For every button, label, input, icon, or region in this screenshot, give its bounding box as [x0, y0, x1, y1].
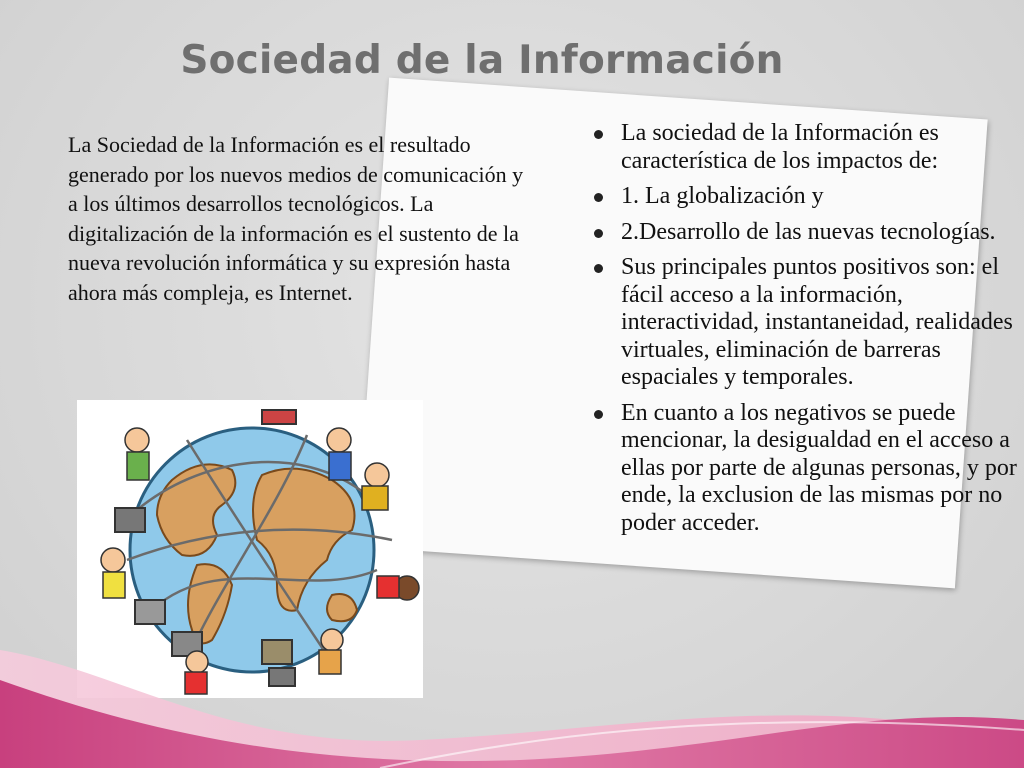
slide-title: Sociedad de la Información [180, 38, 784, 83]
bullet-text: 1. La globalización y [621, 183, 824, 209]
bullet-text: Sus principales puntos positivos son: el fácil acceso a la información, interactividad, instantaneidad, realidades virtuales, eliminación de barreras espaciales y temporales. [621, 254, 1013, 390]
bullet-dot-icon [594, 130, 603, 139]
bullet-dot-icon [594, 410, 603, 419]
bullet-item [590, 120, 1022, 175]
bullet-item [590, 183, 1022, 211]
bullet-item [590, 400, 1022, 538]
bullet-text: En cuanto a los negativos se puede mencionar, la desigualdad en el acceso a ellas por parte de algunas personas, y por ende, la exclusion de las mismas por no poder acceder. [621, 399, 1017, 536]
bullet-list [590, 120, 1022, 545]
bullet-dot-icon [594, 229, 603, 238]
bullet-text: La sociedad de la Información es característica de los impactos de: [621, 120, 939, 174]
bullet-text: 2.Desarrollo de las nuevas tecnologías. [621, 218, 996, 245]
bullet-dot-icon [594, 193, 603, 202]
decorative-waves [0, 610, 1024, 768]
intro-paragraph: La Sociedad de la Información es el resultado generado por los nuevos medios de comunicación y a los últimos desarrollos tecnológicos. La digitalización de la información es el sustento de la nueva revolución informática y su expresión hasta ahora más compleja, es Internet. [68, 132, 524, 305]
bullet-item [590, 219, 1022, 247]
bullet-item [590, 254, 1022, 392]
bullet-dot-icon [594, 264, 603, 273]
